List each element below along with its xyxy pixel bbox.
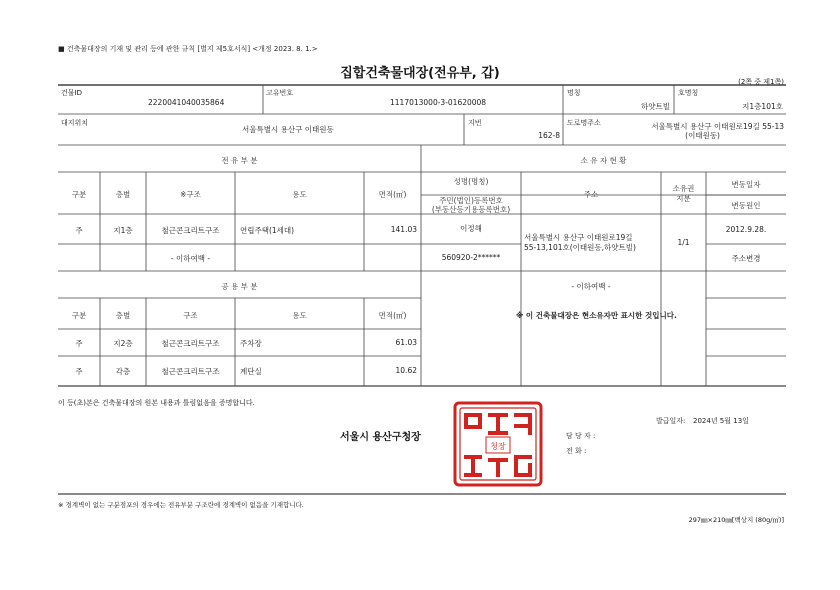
exclusive-header-floor: 층별	[115, 190, 131, 199]
exclusive-row-use: 연립주택(1세대)	[240, 226, 295, 235]
common-row1-floor: 지2층	[113, 339, 133, 348]
road-address-line1: 서울특별시 용산구 이태원로19길 55-13	[651, 122, 784, 131]
common-row2-use: 계단실	[240, 367, 262, 376]
name-label: 명칭	[567, 89, 581, 97]
site-value: 서울특별시 용산구 이태원동	[242, 125, 334, 134]
common-header-use: 용도	[292, 311, 307, 320]
exclusive-header-kind: 구분	[71, 190, 87, 199]
exclusive-row-floor: 지1층	[113, 226, 133, 235]
owner-header-regno-1: 주민(법인)등록번호	[439, 196, 503, 205]
common-section-title: 공 용 부 분	[221, 282, 258, 291]
official-seal	[452, 400, 544, 488]
unique-no-value: 1117013000-3-01620008	[390, 98, 487, 107]
ho-label: 호명칭	[678, 89, 699, 97]
common-row2-kind: 주	[75, 367, 83, 376]
exclusive-section-title: 전 유 부 분	[221, 156, 258, 165]
staff-label: 담 당 자 :	[566, 432, 596, 440]
owner-header-regno-2: (부동산등기용등록번호)	[431, 205, 511, 214]
common-row1-use: 주차장	[240, 339, 262, 348]
owner-notice: ※ 이 건축물대장은 현소유자만 표시한 것입니다.	[516, 311, 677, 320]
owner-address-line2: 55-13,101호(이태원동,하얏트빌)	[524, 243, 636, 252]
name-value: 하얏트빌	[641, 102, 670, 111]
owner-header-share-2: 지분	[676, 194, 691, 203]
road-address-line2: (이태원동)	[685, 131, 720, 140]
unique-no-label: 고유번호	[266, 89, 294, 97]
common-row1-structure: 철근콘크리트구조	[161, 339, 220, 348]
issue-date-label: 발급일자:	[656, 417, 686, 425]
owner-name: 이정해	[460, 224, 482, 233]
phone-label: 전 화 :	[566, 447, 587, 455]
exclusive-row-structure: 철근콘크리트구조	[161, 226, 220, 235]
document-title: 집합건축물대장(전유부, 갑)	[340, 66, 500, 81]
owner-end-note: - 이하여백 -	[571, 282, 611, 291]
lot-value: 162-8	[538, 131, 560, 140]
ho-value: 지1층101호	[742, 102, 783, 111]
owner-change-reason: 주소변경	[731, 254, 761, 263]
common-row1-kind: 주	[75, 339, 83, 348]
common-header-structure: 구조	[183, 311, 198, 320]
common-row2-structure: 철근콘크리트구조	[161, 367, 220, 376]
owner-section-title: 소 유 자 현 황	[580, 156, 627, 165]
owner-change-date: 2012.9.28.	[725, 225, 767, 234]
owner-share: 1/1	[677, 238, 690, 247]
svg-text:청장: 청장	[490, 442, 506, 451]
form-reference: ■ 건축물대장의 기재 및 관리 등에 관한 규칙 [별지 제5호서식] <개정 2023. 8. 1.>	[58, 45, 318, 53]
road-label: 도로명주소	[567, 119, 601, 127]
common-row1-area: 61.03	[395, 338, 417, 347]
owner-header-name: 성명(명칭)	[453, 177, 489, 186]
owner-header-change-date: 변동일자	[731, 180, 761, 189]
seal-icon	[452, 400, 544, 488]
owner-reg-no: 560920-2******	[441, 253, 501, 262]
exclusive-header-structure: ※구조	[180, 190, 201, 199]
common-header-area: 면적(㎡)	[378, 311, 407, 320]
owner-address-line1: 서울특별시 용산구 이태원로19길	[524, 233, 633, 242]
lot-label: 지번	[468, 119, 482, 127]
site-label: 대지위치	[61, 119, 89, 127]
issue-date: 2024년 5월 13일	[693, 417, 749, 425]
exclusive-header-area: 면적(㎡)	[378, 190, 407, 199]
exclusive-header-use: 용도	[292, 190, 307, 199]
common-header-kind: 구분	[71, 311, 87, 320]
owner-header-change-reason: 변동원인	[731, 201, 761, 210]
page-count: (2쪽 중 제1쪽)	[738, 78, 784, 86]
owner-header-share-1: 소유권	[672, 184, 695, 193]
common-row2-area: 10.62	[395, 366, 417, 375]
exclusive-row-area: 141.03	[390, 225, 417, 234]
owner-header-address: 주소	[583, 190, 599, 199]
paper-spec: 297㎜×210㎜[백상지 (80g/㎡)]	[688, 516, 784, 524]
issuer-name: 서울시 용산구청장	[340, 432, 421, 443]
exclusive-row-kind: 주	[75, 226, 83, 235]
common-row2-floor: 각층	[115, 367, 131, 376]
building-id-value: 2220041040035864	[148, 98, 225, 107]
footer-note: ※ 경계벽이 없는 구분점포의 경우에는 전유부분 구조란에 경계벽이 없음을 기재합니다.	[58, 501, 304, 509]
exclusive-end-note: - 이하여백 -	[170, 254, 211, 263]
certification-text: 이 등(초)본은 건축물대장의 원본 내용과 틀림없음을 증명합니다.	[58, 399, 255, 407]
building-id-label: 건물ID	[61, 89, 82, 97]
common-header-floor: 층별	[115, 311, 131, 320]
